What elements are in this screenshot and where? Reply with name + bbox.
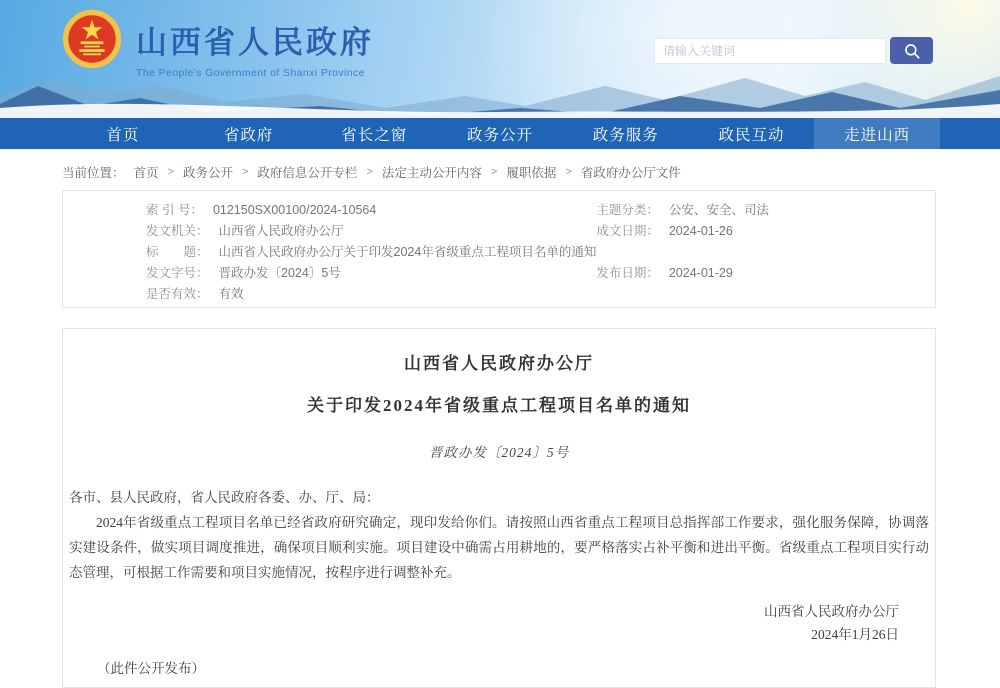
meta-row-doc-number: 发文字号： 晋政办发〔2024〕5号 [146,266,341,280]
breadcrumb-separator: > [241,166,249,178]
nav-item-gov-disclosure[interactable]: 政务公开 [467,126,534,144]
nav-item-home[interactable]: 首页 [106,126,140,144]
nav-item-enter-shanxi[interactable]: 走进山西 [814,118,940,149]
meta-row-validity: 是否有效： 有效 [146,287,244,301]
breadcrumb-item-duty-basis[interactable]: 履职依据 [506,166,557,180]
doc-content [62,328,936,688]
breadcrumb-separator: > [366,166,373,178]
site-title: 山西省人民政府 [136,25,374,60]
breadcrumb-item-office-documents[interactable]: 省政府办公厅文件 [580,166,681,180]
meta-row-topic-category: 主题分类： 公安、安全、司法 [596,203,769,217]
search-icon [903,42,921,60]
breadcrumb-separator: > [565,166,572,178]
doc-paragraph: 2024年省级重点工程项目名单已经省政府研究确定，现印发给你们。请按照山西省重点工程项目总指挥部工作要求，强化服务保障，协调落实建设条件，做实项目调度推进，确保项目顺利实施。项目建设中确需占用耕地的，要严格落实占补平衡和进出平衡。省级重点工程项目实行动态管理，可根据工作需要和项目实施情况，按程序进行调整补充。 [69,515,929,580]
meta-row-index-number: 索 引 号： 012150SX00100/2024-10564 [146,203,377,217]
doc-sign-date: 2024年1月26日 [811,627,899,642]
nav-item-gov-services[interactable]: 政务服务 [592,126,659,144]
nav-item-provincial-government[interactable]: 省政府 [223,126,274,144]
breadcrumb-item-info-column[interactable]: 政府信息公开专栏 [257,166,358,180]
main-nav [0,118,1000,149]
doc-footnote: （此件公开发布） [97,661,205,676]
meta-column-right [596,200,935,307]
doc-title-line2: 关于印发2024年省级重点工程项目名单的通知 [307,396,691,415]
site-header [0,0,1000,118]
national-emblem-logo [62,9,122,69]
nav-item-interaction[interactable]: 政民互动 [718,126,785,144]
meta-column-left [63,200,596,307]
doc-signer: 山西省人民政府办公厅 [764,604,899,619]
site-subtitle: The People's Government of Shanxi Province [136,67,365,79]
breadcrumb-item-disclosure[interactable]: 政务公开 [182,166,233,180]
doc-body [69,485,929,585]
meta-row-title: 标 题： 山西省人民政府办公厅关于印发2024年省级重点工程项目名单的通知 [146,245,597,259]
breadcrumb [62,163,1000,181]
doc-number: 晋政办发〔2024〕5号 [428,445,570,460]
meta-row-written-date: 成文日期： 2024-01-26 [596,224,733,238]
breadcrumb-label: 当前位置： [62,166,125,180]
doc-meta-box [62,190,936,308]
doc-title-line1: 山西省人民政府办公厅 [404,354,594,373]
search-input[interactable] [654,38,886,64]
breadcrumb-item-statutory-content[interactable]: 法定主动公开内容 [381,166,482,180]
search-button[interactable] [890,37,933,64]
breadcrumb-item-home[interactable]: 首页 [133,166,159,180]
site-brand[interactable] [62,9,374,79]
breadcrumb-separator: > [490,166,498,178]
breadcrumb-separator: > [167,166,174,178]
meta-row-spacer [596,242,935,263]
meta-row-issuing-agency: 发文机关： 山西省人民政府办公厅 [146,224,344,238]
doc-salutation: 各市、县人民政府，省人民政府各委、办、厅、局： [69,490,380,505]
nav-item-governor-window[interactable]: 省长之窗 [341,126,408,144]
meta-row-publish-date: 发布日期： 2024-01-29 [596,266,733,280]
search-bar [654,37,933,64]
